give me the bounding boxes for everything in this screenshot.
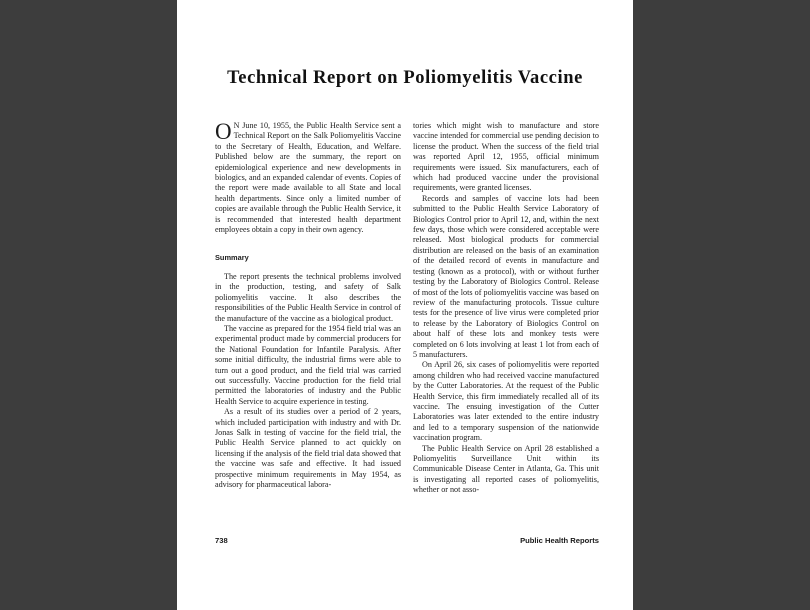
drop-cap: O <box>215 119 232 144</box>
section-heading-summary: Summary <box>215 253 249 263</box>
right-column <box>413 121 599 496</box>
journal-name: Public Health Reports <box>520 536 599 545</box>
body-paragraph: On April 26, six cases of poliomyelitis were reported among children who had received vaccine manufactured by the Cutter Laboratories. At the request of the Public Health Service, this firm immediately recalled all of its vaccine. The ensuing investigation of the Cutter Laboratories was later extended to the entire industry and led to a temporary suspension of the nationwide vaccination program. <box>413 360 599 443</box>
page-number: 738 <box>215 536 228 545</box>
body-paragraph: Records and samples of vaccine lots had been submitted to the Public Health Service Laboratory of Biologics Control prior to April 12, and, within the next few days, those which were considered acceptable were released. Most biological products for commercial distribution are released on the basis of an examination of the detailed record of events in manufacture and testing (known as a protocol), with or without further testing by the Laboratory of Biologics Control. Release of most of the lots of poliomyelitis vaccine was based on review of the manufacturing protocols. Tissue culture tests for the presence of live virus were completed prior to release by the Laboratory of Biologics Control on about half of these lots and monkey tests were completed on 6 lots involving at least 1 lot from each of 5 manufacturers. <box>413 193 599 359</box>
body-paragraph: The Public Health Service on April 28 established a Poliomyelitis Surveillance Unit within its Communicable Disease Center in Atlanta, Ga. This unit is investigating all reported cases of poliomyelitis, whether or not asso- <box>413 443 599 495</box>
intro-paragraph <box>215 121 401 235</box>
body-paragraph: As a result of its studies over a period of 2 years, which included participation with industry and with Dr. Jonas Salk in testing of vaccine for the field trial, the Public Health Service planned to act quickly on licensing if the analysis of the field trial data showed that the vaccine was safe and effective. It had issued prospective minimum requirements in May 1954, as advisory for pharmaceutical labora- <box>215 407 401 489</box>
left-column <box>215 121 401 490</box>
document-page <box>177 0 633 610</box>
continuation-paragraph: tories which might wish to manufacture and store vaccine intended for commercial use pending decision to license the product. When the success of the field trial was reported April 12, 1955, official minimum requirements were issued. Six manufacturers, each of which had produced vaccine under the provisional requirements, were granted licenses. <box>413 121 599 193</box>
body-paragraph: The report presents the technical problems involved in the production, testing, and safety of Salk poliomyelitis vaccine. It also describes the responsibilities of the Public Health Service in control of the manufacture of the vaccine as a biological product. <box>215 271 401 323</box>
intro-text: N June 10, 1955, the Public Health Service sent a Technical Report on the Salk Poliomyelitis Vaccine to the Secretary of Health, Education, and Welfare. Published below are the summary, the report on epidemiological experience and new developments in biologics, and an expanded calendar of events. Copies of the report were made available to all State and local health departments. Since only a limited number of copies are available through the Public Health Service, it is recommended that interested health department employees obtain a copy in their own agency. <box>215 121 401 235</box>
body-paragraph: The vaccine as prepared for the 1954 field trial was an experimental product made by commercial producers for the National Foundation for Infantile Paralysis. After some initial difficulty, the industrial firms were able to turn out a good product, and the field trial was carried out successfully. Vaccine production for the field trial permitted the laboratories of industry and the Public Health Service to acquire experience in testing. <box>215 323 401 406</box>
page-title: Technical Report on Poliomyelitis Vaccine <box>227 68 583 88</box>
